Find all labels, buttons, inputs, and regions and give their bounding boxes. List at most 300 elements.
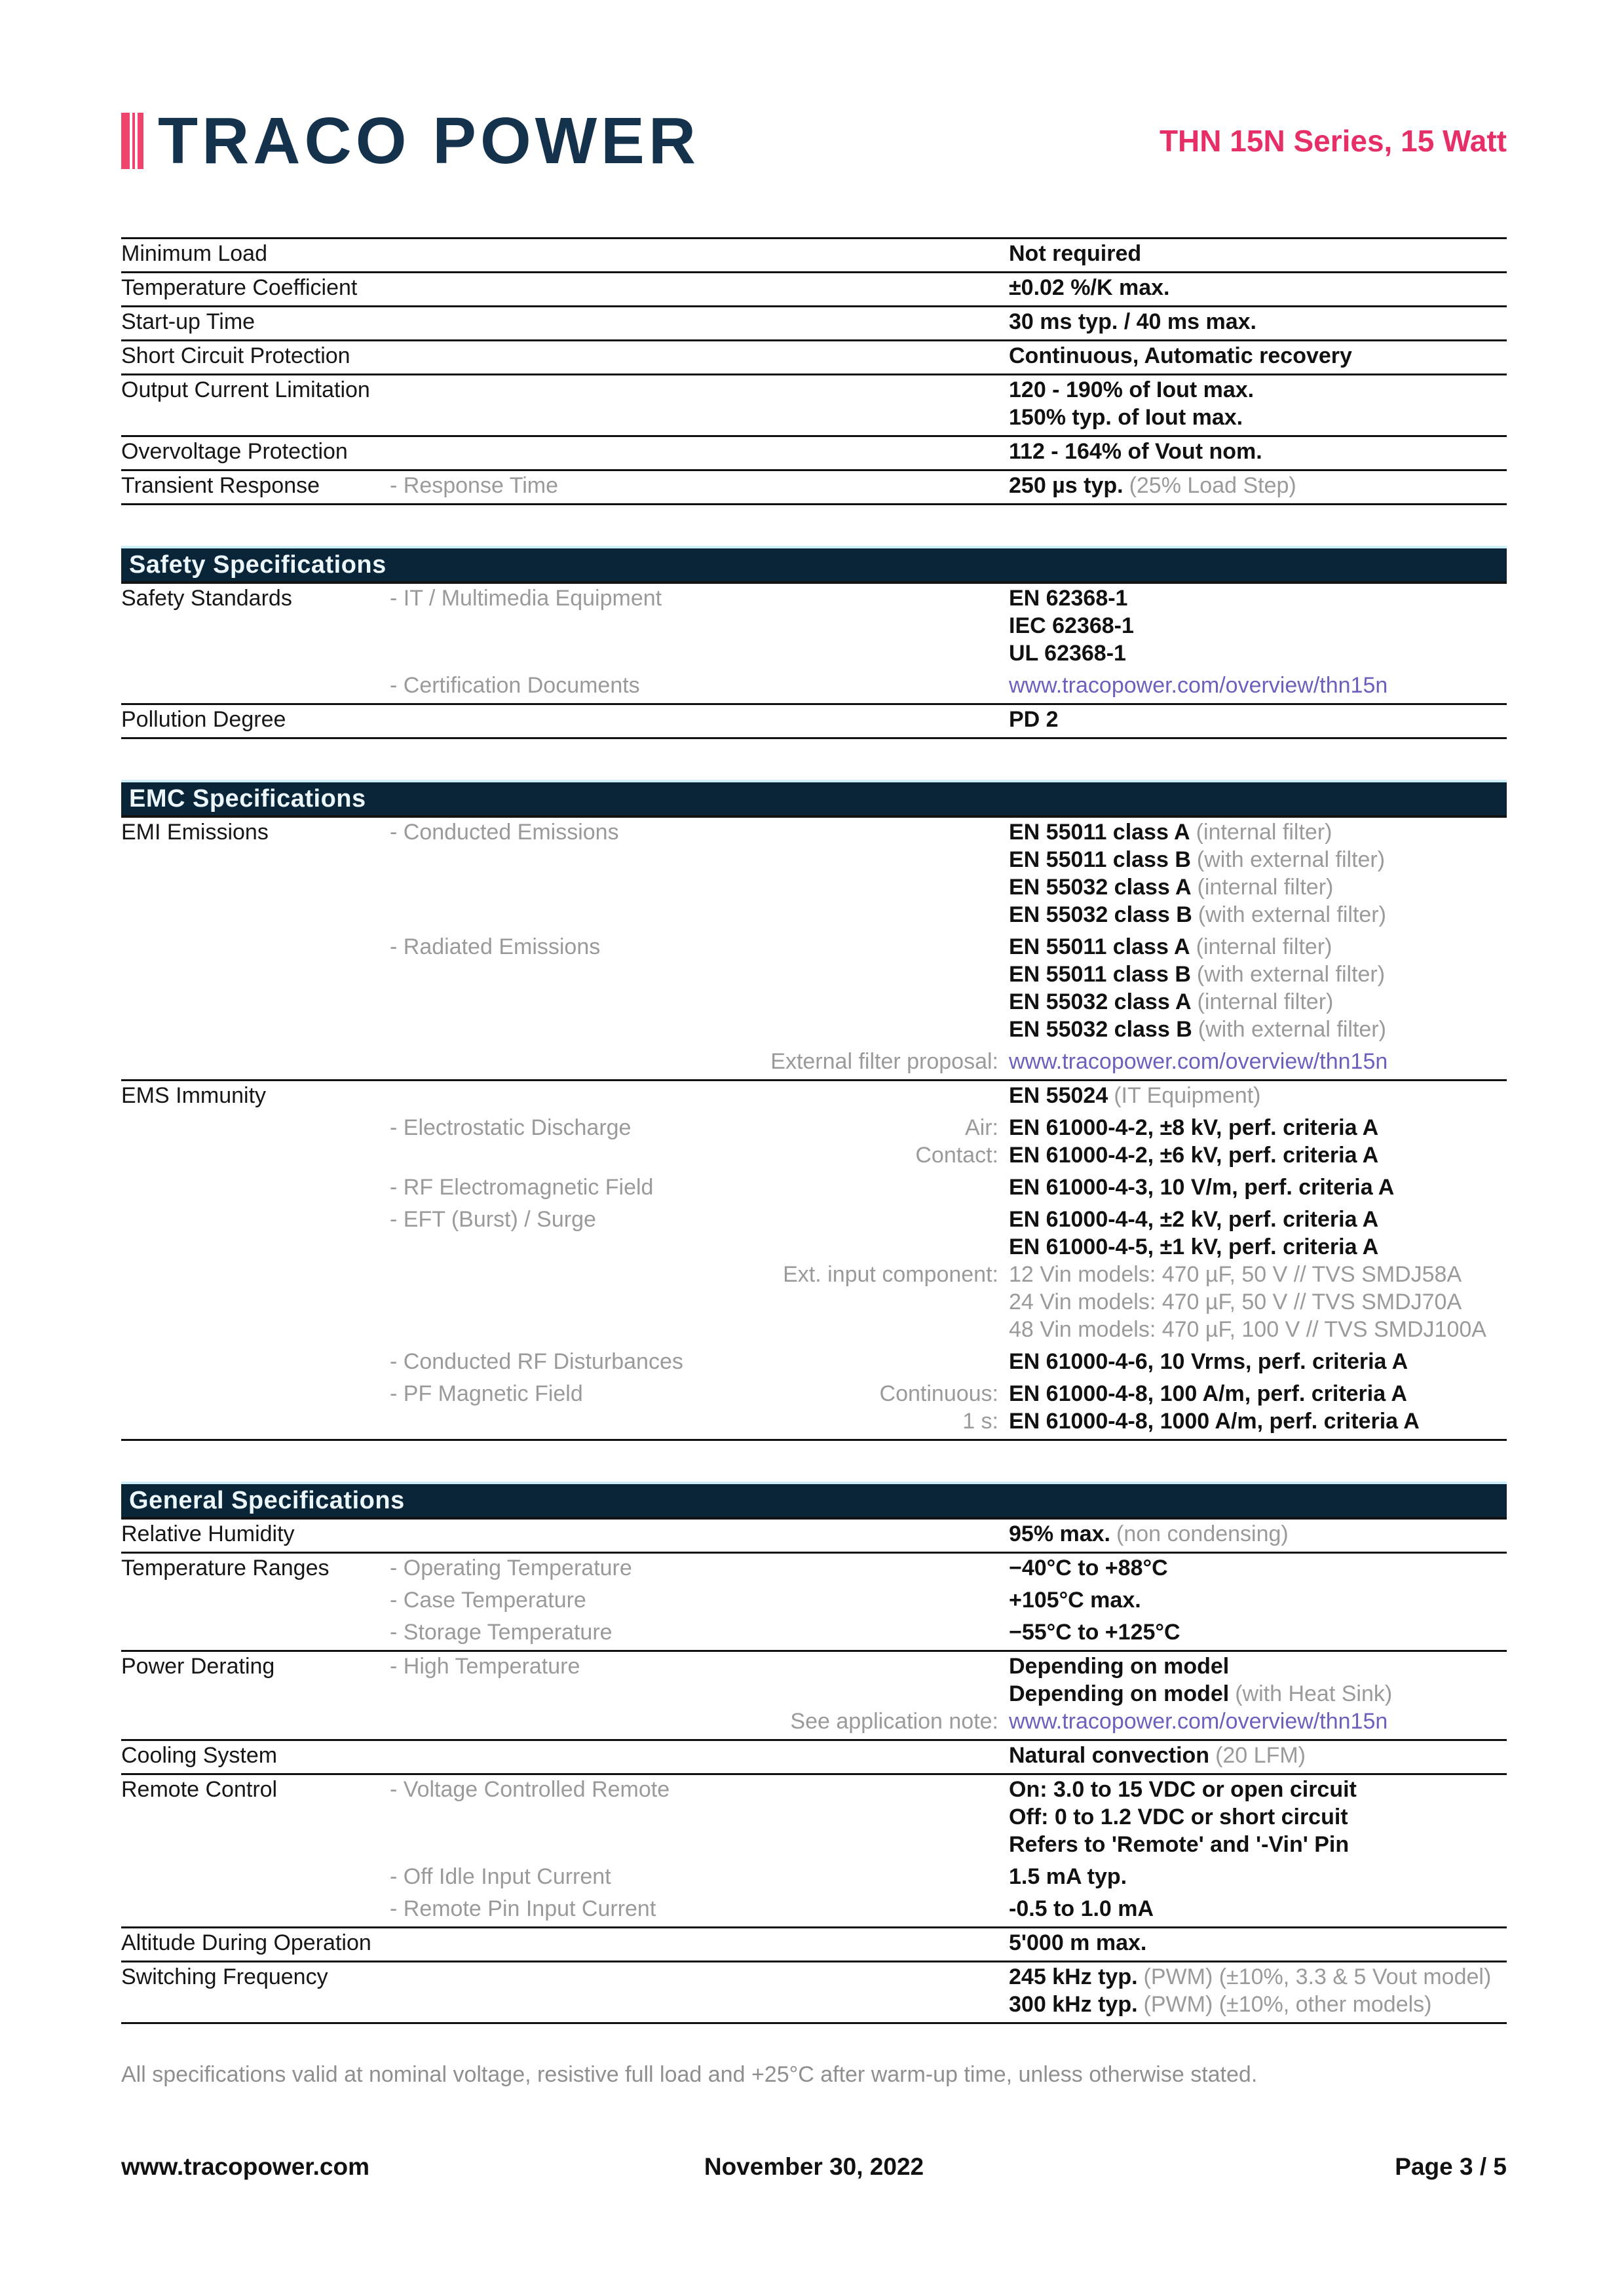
spec-sublabel: - Off Idle Input Current [390,1864,611,1889]
spec-label: Temperature Coefficient [121,275,358,300]
spec-value-main: Natural convection [1009,1743,1210,1768]
section-header [121,1482,1507,1520]
spec-value [1009,1520,1507,1548]
spec-label: Start-up Time [121,309,255,334]
spec-note: (with external filter) [1198,1017,1386,1042]
spec-row [121,273,1507,305]
spec-rowgroup [121,239,1507,273]
spec-value [1009,933,1507,961]
spec-row [121,1894,1507,1926]
spec-row [121,1775,1507,1862]
spec-value [1009,1963,1507,1991]
spec-value-main: PD 2 [1009,707,1059,732]
spec-qualifier: Continuous: [879,1381,998,1406]
spec-rowgroup [121,1554,1507,1652]
spec-table [121,1520,1507,2024]
spec-qualifier: External filter proposal: [770,1049,998,1074]
spec-sublabel: - Voltage Controlled Remote [390,1777,670,1802]
spec-line [747,1586,1507,1614]
spec-line [747,1803,1507,1831]
spec-line [747,1680,1507,1708]
spec-lines [747,933,1507,1043]
spec-value-main: EN 61000-4-5, ±1 kV, perf. criteria A [1009,1234,1379,1259]
spec-line [747,342,1507,370]
spec-value-main: EN 61000-4-8, 100 A/m, perf. criteria A [1009,1381,1407,1406]
spec-label: Pollution Degree [121,707,286,732]
spec-value [1009,438,1507,465]
spec-row [121,1928,1507,1961]
spec-lines [747,1742,1507,1769]
spec-lines [747,1348,1507,1375]
spec-value-main: EN 55011 class B [1009,847,1191,872]
spec-qualifier: Contact: [915,1143,998,1168]
spec-value [1009,1742,1507,1769]
spec-value [1009,1048,1507,1075]
spec-row [121,1520,1507,1552]
spec-value-main: EN 55032 class A [1009,875,1192,900]
spec-lines [747,1895,1507,1923]
spec-rowgroup [121,1520,1507,1554]
spec-value [1009,1929,1507,1957]
spec-value [1009,873,1507,901]
spec-label: Minimum Load [121,241,267,266]
spec-lines [747,1929,1507,1957]
spec-row [121,584,1507,671]
spec-lines [747,472,1507,499]
spec-value [1009,1174,1507,1201]
spec-row [121,1652,1507,1739]
spec-value-main: EN 61000-4-3, 10 V/m, perf. criteria A [1009,1175,1395,1200]
page-footer [121,2153,1507,2181]
spec-line [747,1895,1507,1923]
spec-value-gray: 48 Vin models: 470 µF, 100 V // TVS SMDJ100A [1009,1317,1486,1342]
spec-row [121,1173,1507,1205]
spec-lines [747,1114,1507,1169]
spec-lines [747,1520,1507,1548]
spec-value-main: 95% max. [1009,1521,1110,1546]
spec-rowgroup [121,273,1507,307]
spec-rowgroup [121,1928,1507,1962]
spec-line [747,846,1507,873]
section-title: EMC Specifications [129,784,366,813]
spec-table [121,818,1507,1441]
spec-lines [747,1048,1507,1075]
spec-sublabel: - RF Electromagnetic Field [390,1175,654,1200]
tracopower-logo [121,104,700,179]
spec-line [747,1991,1507,2018]
spec-row [121,671,1507,703]
spec-value [1009,1082,1507,1109]
spec-rowgroup [121,1741,1507,1775]
spec-label: Relative Humidity [121,1521,295,1546]
spec-lines [747,584,1507,667]
spec-value [1009,1803,1507,1831]
spec-value-main: 120 - 190% of Iout max. [1009,377,1255,402]
spec-line [747,1048,1507,1075]
spec-row [121,239,1507,271]
spec-value-main: EN 55032 class B [1009,902,1192,927]
spec-value-main: Refers to 'Remote' and '-Vin' Pin [1009,1832,1350,1857]
spec-line [747,1016,1507,1043]
spec-lines [747,1554,1507,1582]
spec-line [747,1863,1507,1890]
spec-lines [747,1380,1507,1435]
spec-sublabel: - Conducted RF Disturbances [390,1349,683,1374]
spec-value-main: EN 62368-1 [1009,586,1128,611]
spec-value-main: 150% typ. of Iout max. [1009,405,1243,430]
spec-lines [747,274,1507,301]
spec-table [121,237,1507,505]
spec-lines [747,706,1507,733]
spec-row [121,1741,1507,1773]
spec-sublabel: - Storage Temperature [390,1620,613,1645]
spec-value [1009,472,1507,499]
spec-value [1009,846,1507,873]
spec-rowgroup [121,375,1507,437]
spec-rowgroup [121,584,1507,705]
spec-row [121,1862,1507,1894]
spec-note: (internal filter) [1196,820,1332,845]
spec-row [121,1379,1507,1439]
spec-note: (25% Load Step) [1129,473,1296,498]
spec-value [1009,308,1507,335]
spec-lines [747,1174,1507,1201]
spec-line [747,818,1507,846]
spec-rowgroup [121,1775,1507,1928]
spec-row [121,1618,1507,1650]
spec-label: Transient Response [121,473,320,498]
spec-sublabel: - High Temperature [390,1654,580,1679]
spec-line [747,1141,1507,1169]
spec-value [1009,1141,1507,1169]
spec-row [121,375,1507,435]
spec-line [747,961,1507,988]
spec-value-main: EN 55011 class A [1009,934,1190,959]
spec-qualifier: 1 s: [962,1409,998,1434]
spec-value [1009,1114,1507,1141]
spec-value [1009,1016,1507,1043]
spec-line [747,1316,1507,1343]
spec-label: EMI Emissions [121,820,269,845]
spec-line [747,1520,1507,1548]
spec-line [747,1554,1507,1582]
spec-rowgroup [121,1081,1507,1441]
spec-lines [747,1863,1507,1890]
spec-value [1009,404,1507,431]
spec-link[interactable]: www.tracopower.com/overview/thn15n [1009,1709,1388,1734]
spec-line [747,1708,1507,1735]
spec-value [1009,901,1507,928]
spec-label: Switching Frequency [121,1964,328,1989]
spec-value-main: +105°C max. [1009,1588,1141,1613]
spec-sublabel: - PF Magnetic Field [390,1381,583,1406]
spec-lines [747,1653,1507,1735]
spec-line [747,472,1507,499]
spec-value [1009,1380,1507,1407]
spec-rowgroup [121,341,1507,375]
spec-value-main: EN 55011 class A [1009,820,1190,845]
spec-row [121,1205,1507,1347]
spec-line [747,274,1507,301]
spec-row [121,1113,1507,1173]
spec-rowgroup [121,1962,1507,2024]
spec-value-main: EN 61000-4-2, ±8 kV, perf. criteria A [1009,1115,1379,1140]
spec-rowgroup [121,1652,1507,1741]
section-title: General Specifications [129,1486,405,1514]
spec-rowgroup [121,705,1507,739]
spec-line [747,612,1507,640]
spec-line [747,1174,1507,1201]
spec-sublabel: - Certification Documents [390,673,640,698]
tracopower-logo-text: TRACO POWER [158,104,700,178]
spec-value [1009,1407,1507,1435]
spec-row [121,1047,1507,1079]
spec-note: (with external filter) [1196,962,1386,987]
spec-value [1009,1233,1507,1261]
spec-lines [747,342,1507,370]
spec-value-main: EN 55024 [1009,1083,1108,1108]
spec-line [747,1082,1507,1109]
spec-row [121,1554,1507,1586]
spec-note: (20 LFM) [1215,1743,1306,1768]
spec-line [747,1653,1507,1680]
spec-lines [747,376,1507,431]
spec-lines [747,818,1507,928]
spec-line [747,1742,1507,1769]
spec-row [121,307,1507,339]
spec-row [121,471,1507,503]
spec-line [747,404,1507,431]
spec-rowgroup [121,471,1507,505]
spec-value [1009,1991,1507,2018]
spec-value-main: On: 3.0 to 15 VDC or open circuit [1009,1777,1357,1802]
spec-value [1009,274,1507,301]
spec-line [747,901,1507,928]
spec-row [121,1586,1507,1618]
spec-row [121,932,1507,1047]
spec-line [747,1261,1507,1288]
spec-line [747,640,1507,667]
spec-value-main: ±0.02 %/K max. [1009,275,1170,300]
spec-value-main: 250 µs typ. [1009,473,1124,498]
spec-label: Overvoltage Protection [121,439,348,464]
spec-lines [747,240,1507,267]
spec-note: (IT Equipment) [1114,1083,1261,1108]
spec-lines [747,1082,1507,1109]
spec-value-main: 300 kHz typ. [1009,1992,1138,2017]
footer-website: www.tracopower.com [121,2153,369,2180]
spec-link[interactable]: www.tracopower.com/overview/thn15n [1009,1049,1388,1074]
spec-value [1009,1288,1507,1316]
spec-sublabel: - Conducted Emissions [390,820,619,845]
spec-lines [747,1206,1507,1343]
spec-value-main: EN 61000-4-8, 1000 A/m, perf. criteria A [1009,1409,1420,1434]
spec-line [747,1831,1507,1858]
spec-line [747,438,1507,465]
spec-line [747,1114,1507,1141]
spec-value-gray: 24 Vin models: 470 µF, 50 V // TVS SMDJ70A [1009,1290,1462,1314]
spec-value [1009,342,1507,370]
spec-value [1009,1348,1507,1375]
spec-label: Temperature Ranges [121,1556,330,1580]
spec-value [1009,1586,1507,1614]
spec-sublabel: - Case Temperature [390,1588,586,1613]
spec-value [1009,1316,1507,1343]
spec-line [747,1407,1507,1435]
spec-line [747,933,1507,961]
spec-rowgroup [121,307,1507,341]
spec-note: (with external filter) [1198,902,1386,927]
spec-line [747,1206,1507,1233]
spec-row [121,818,1507,932]
tracopower-logo-icon [121,113,143,169]
spec-row [121,1081,1507,1113]
footer-page-number: Page 3 / 5 [1395,2153,1507,2180]
spec-note: (PWM) (±10%, 3.3 & 5 Vout model) [1143,1964,1492,1989]
spec-value [1009,1680,1507,1708]
spec-sublabel: - Electrostatic Discharge [390,1115,632,1140]
spec-link[interactable]: www.tracopower.com/overview/thn15n [1009,673,1388,698]
spec-value [1009,1776,1507,1803]
spec-row [121,1347,1507,1379]
spec-qualifier: See application note: [790,1709,998,1734]
spec-line [747,1233,1507,1261]
spec-value [1009,376,1507,404]
spec-lines [747,308,1507,335]
spec-row [121,705,1507,737]
spec-value [1009,1261,1507,1288]
spec-value [1009,672,1507,699]
footer-date: November 30, 2022 [704,2153,924,2180]
section-header [121,780,1507,818]
spec-sections [121,237,1507,2024]
spec-row [121,437,1507,469]
spec-value-main: Depending on model [1009,1654,1230,1679]
spec-note: (non condensing) [1116,1521,1289,1546]
spec-value [1009,1895,1507,1923]
spec-value [1009,818,1507,846]
spec-value [1009,1653,1507,1680]
spec-lines [747,1586,1507,1614]
spec-sublabel: - Radiated Emissions [390,934,601,959]
spec-value-main: EN 55032 class B [1009,1017,1192,1042]
spec-label: Cooling System [121,1743,278,1768]
spec-line [747,1348,1507,1375]
spec-rowgroup [121,437,1507,471]
spec-value [1009,612,1507,640]
spec-note: (internal filter) [1197,875,1334,900]
spec-row [121,341,1507,373]
spec-value-main: 245 kHz typ. [1009,1964,1138,1989]
spec-value [1009,1206,1507,1233]
spec-value-main: 1.5 mA typ. [1009,1864,1127,1889]
spec-value-main: Continuous, Automatic recovery [1009,343,1352,368]
spec-value-main: EN 61000-4-6, 10 Vrms, perf. criteria A [1009,1349,1408,1374]
spec-note: (internal filter) [1196,934,1332,959]
spec-qualifier: Ext. input component: [783,1262,998,1287]
spec-line [747,988,1507,1016]
spec-value [1009,240,1507,267]
spec-value [1009,961,1507,988]
spec-value-main: −55°C to +125°C [1009,1620,1180,1645]
spec-label: Power Derating [121,1654,275,1679]
spec-label: Short Circuit Protection [121,343,350,368]
spec-line [747,672,1507,699]
spec-label: Output Current Limitation [121,377,370,402]
spec-value [1009,1863,1507,1890]
spec-lines [747,1618,1507,1646]
spec-value-main: 5'000 m max. [1009,1930,1147,1955]
spec-value-gray: 12 Vin models: 470 µF, 50 V // TVS SMDJ58A [1009,1262,1462,1287]
spec-value-main: 30 ms typ. / 40 ms max. [1009,309,1256,334]
spec-value [1009,640,1507,667]
spec-label: Safety Standards [121,586,292,611]
spec-value-main: EN 61000-4-2, ±6 kV, perf. criteria A [1009,1143,1379,1168]
spec-value [1009,706,1507,733]
spec-label: EMS Immunity [121,1083,267,1108]
spec-label: Remote Control [121,1777,278,1802]
spec-value-main: IEC 62368-1 [1009,613,1134,638]
spec-value-main: EN 55032 class A [1009,989,1192,1014]
spec-sublabel: - EFT (Burst) / Surge [390,1207,596,1232]
spec-note: (with external filter) [1196,847,1386,872]
spec-qualifier: Air: [965,1115,998,1140]
spec-line [747,873,1507,901]
page-header [121,0,1507,177]
spec-value-main: Depending on model [1009,1681,1230,1706]
spec-row [121,1962,1507,2022]
spec-value-main: Not required [1009,241,1142,266]
spec-line [747,376,1507,404]
spec-lines [747,438,1507,465]
spec-value [1009,584,1507,612]
spec-value-main: −40°C to +88°C [1009,1556,1168,1580]
spec-line [747,584,1507,612]
spec-note: (with Heat Sink) [1235,1681,1393,1706]
spec-line [747,1288,1507,1316]
spec-sublabel: - IT / Multimedia Equipment [390,586,662,611]
spec-value-main: UL 62368-1 [1009,641,1126,666]
spec-line [747,1618,1507,1646]
spec-lines [747,1963,1507,2018]
spec-rowgroup [121,818,1507,1081]
spec-value-main: Off: 0 to 1.2 VDC or short circuit [1009,1805,1348,1829]
spec-line [747,308,1507,335]
spec-value-main: EN 61000-4-4, ±2 kV, perf. criteria A [1009,1207,1379,1232]
spec-line [747,1776,1507,1803]
spec-line [747,1380,1507,1407]
spec-line [747,1929,1507,1957]
spec-sublabel: - Response Time [390,473,558,498]
spec-value [1009,1708,1507,1735]
spec-value-main: -0.5 to 1.0 mA [1009,1896,1154,1921]
section-header [121,546,1507,584]
spec-line [747,1963,1507,1991]
section-title: Safety Specifications [129,550,387,579]
spec-line [747,240,1507,267]
spec-sublabel: - Remote Pin Input Current [390,1896,656,1921]
spec-value-main: 112 - 164% of Vout nom. [1009,439,1262,464]
spec-note: (PWM) (±10%, other models) [1143,1992,1432,2017]
spec-note: (internal filter) [1197,989,1334,1014]
spec-lines [747,1776,1507,1858]
footnote: All specifications valid at nominal voltage, resistive full load and +25°C after warm-up time, unless otherwise stated. [121,2062,1258,2087]
spec-value [1009,1831,1507,1858]
spec-value [1009,1554,1507,1582]
spec-table [121,584,1507,739]
series-title: THN 15N Series, 15 Watt [1159,124,1507,158]
spec-label: Altitude During Operation [121,1930,371,1955]
